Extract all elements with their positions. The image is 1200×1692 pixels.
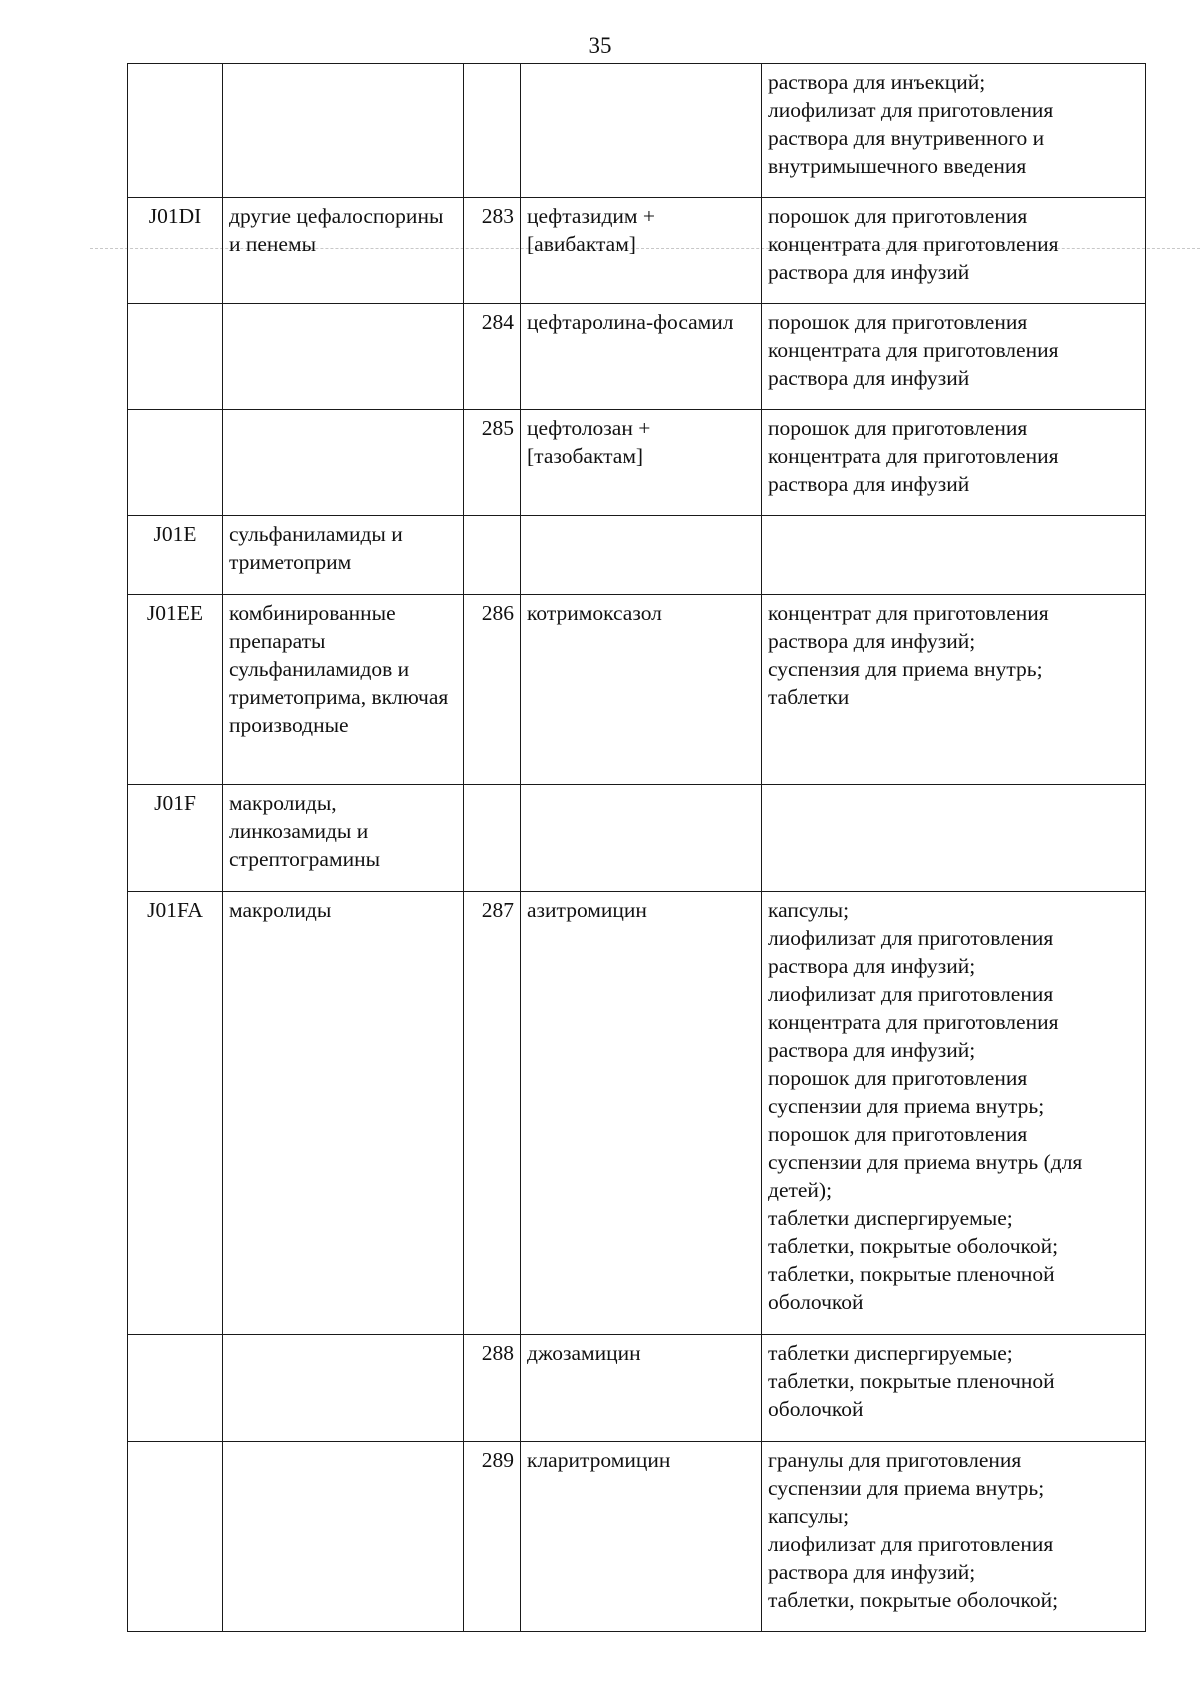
dosage-form-line: раствора для инфузий bbox=[768, 472, 970, 496]
drug-name-cell: котримоксазол bbox=[521, 595, 762, 785]
dosage-form-line: таблетки диспергируемые; bbox=[768, 1341, 1013, 1365]
drug-name-cell: цефтолозан + [тазобактам] bbox=[521, 410, 762, 516]
dosage-form-line: концентрата для приготовления bbox=[768, 1010, 1059, 1034]
page-number: 35 bbox=[588, 33, 612, 58]
group-name-cell: другие цефалоспорины и пенемы bbox=[223, 198, 464, 304]
dosage-form-line: раствора для инфузий; bbox=[768, 954, 976, 978]
dosage-forms-cell bbox=[762, 1335, 1146, 1442]
group-name-cell bbox=[223, 410, 464, 516]
item-number-cell bbox=[464, 516, 521, 595]
dosage-forms-cell bbox=[762, 410, 1146, 516]
atc-code-cell: J01E bbox=[128, 516, 223, 595]
dosage-form-line: раствора для инъекций; bbox=[768, 70, 986, 94]
atc-code-cell bbox=[128, 1442, 223, 1632]
dosage-forms-cell bbox=[762, 198, 1146, 304]
item-number-cell: 288 bbox=[464, 1335, 521, 1442]
dosage-form-line: оболочкой bbox=[768, 1397, 864, 1421]
group-name-cell: сульфаниламиды и триметоприм bbox=[223, 516, 464, 595]
dosage-forms-cell bbox=[762, 304, 1146, 410]
group-name-cell: макролиды, линкозамиды и стрептограмины bbox=[223, 785, 464, 892]
dosage-form-line: раствора для инфузий; bbox=[768, 1560, 976, 1584]
item-number-cell: 285 bbox=[464, 410, 521, 516]
drug-name-cell: цефтаролина-фосамил bbox=[521, 304, 762, 410]
dosage-form-line: раствора для инфузий bbox=[768, 260, 970, 284]
drug-name-cell: кларитромицин bbox=[521, 1442, 762, 1632]
dosage-form-line: порошок для приготовления bbox=[768, 416, 1028, 440]
table-row bbox=[128, 410, 1146, 516]
table-row bbox=[128, 198, 1146, 304]
dosage-form-line: таблетки диспергируемые; bbox=[768, 1206, 1013, 1230]
dosage-form-line: детей); bbox=[768, 1178, 833, 1202]
item-number-cell: 287 bbox=[464, 892, 521, 1335]
atc-code-cell bbox=[128, 410, 223, 516]
dosage-forms-cell bbox=[762, 785, 1146, 892]
item-number-cell: 283 bbox=[464, 198, 521, 304]
dosage-form-line: раствора для внутривенного и bbox=[768, 126, 1045, 150]
dosage-form-line: концентрат для приготовления bbox=[768, 601, 1049, 625]
dosage-forms-cell bbox=[762, 516, 1146, 595]
group-name-cell: комбинированные препараты сульфаниламидов и триметоприма, включая производные bbox=[223, 595, 464, 785]
dosage-form-line: лиофилизат для приготовления bbox=[768, 98, 1054, 122]
atc-code-cell bbox=[128, 304, 223, 410]
dosage-form-line: концентрата для приготовления bbox=[768, 338, 1059, 362]
drug-name-cell bbox=[521, 785, 762, 892]
drug-name-cell bbox=[521, 516, 762, 595]
dosage-form-line: лиофилизат для приготовления bbox=[768, 926, 1054, 950]
drug-table-body bbox=[128, 64, 1146, 1632]
atc-code-cell: J01DI bbox=[128, 198, 223, 304]
table-row bbox=[128, 304, 1146, 410]
dosage-form-line: порошок для приготовления bbox=[768, 1066, 1028, 1090]
table-row bbox=[128, 1335, 1146, 1442]
atc-code-cell bbox=[128, 1335, 223, 1442]
dosage-form-line: порошок для приготовления bbox=[768, 310, 1028, 334]
group-name-cell bbox=[223, 1335, 464, 1442]
dosage-form-line: таблетки, покрытые оболочкой; bbox=[768, 1234, 1059, 1258]
drug-name-cell: цефтазидим + [авибактам] bbox=[521, 198, 762, 304]
dosage-forms-cell bbox=[762, 64, 1146, 198]
dosage-form-line: порошок для приготовления bbox=[768, 1122, 1028, 1146]
group-name-cell bbox=[223, 64, 464, 198]
atc-code-cell: J01F bbox=[128, 785, 223, 892]
group-name-cell: макролиды bbox=[223, 892, 464, 1335]
dosage-forms-cell bbox=[762, 892, 1146, 1335]
item-number-cell: 284 bbox=[464, 304, 521, 410]
dosage-form-line: таблетки, покрытые пленочной bbox=[768, 1262, 1055, 1286]
dosage-form-line: таблетки bbox=[768, 685, 850, 709]
drug-name-cell bbox=[521, 64, 762, 198]
item-number-cell: 289 bbox=[464, 1442, 521, 1632]
table-row bbox=[128, 892, 1146, 1335]
table-row bbox=[128, 1442, 1146, 1632]
dosage-form-line: порошок для приготовления bbox=[768, 204, 1028, 228]
dosage-form-line: внутримышечного введения bbox=[768, 154, 1027, 178]
table-row bbox=[128, 595, 1146, 785]
drug-table bbox=[127, 63, 1146, 1632]
drug-name-cell: азитромицин bbox=[521, 892, 762, 1335]
dosage-form-line: таблетки, покрытые пленочной bbox=[768, 1369, 1055, 1393]
drug-name-cell: джозамицин bbox=[521, 1335, 762, 1442]
atc-code-cell bbox=[128, 64, 223, 198]
dosage-form-line: лиофилизат для приготовления bbox=[768, 1532, 1054, 1556]
dosage-form-line: раствора для инфузий bbox=[768, 366, 970, 390]
item-number-cell bbox=[464, 785, 521, 892]
dosage-form-line: капсулы; bbox=[768, 1504, 850, 1528]
group-name-cell bbox=[223, 304, 464, 410]
dosage-form-line: концентрата для приготовления bbox=[768, 232, 1059, 256]
dosage-form-line: концентрата для приготовления bbox=[768, 444, 1059, 468]
group-name-cell bbox=[223, 1442, 464, 1632]
table-row bbox=[128, 516, 1146, 595]
dosage-form-line: оболочкой bbox=[768, 1290, 864, 1314]
dosage-forms-cell bbox=[762, 1442, 1146, 1632]
dosage-form-line: лиофилизат для приготовления bbox=[768, 982, 1054, 1006]
dosage-form-line: суспензии для приема внутрь; bbox=[768, 1094, 1045, 1118]
item-number-cell bbox=[464, 64, 521, 198]
dosage-form-line: суспензии для приема внутрь; bbox=[768, 1476, 1045, 1500]
table-row bbox=[128, 785, 1146, 892]
dosage-form-line: таблетки, покрытые оболочкой; bbox=[768, 1588, 1059, 1612]
table-row bbox=[128, 64, 1146, 198]
dosage-form-line: суспензии для приема внутрь (для bbox=[768, 1150, 1083, 1174]
dosage-form-line: гранулы для приготовления bbox=[768, 1448, 1022, 1472]
item-number-cell: 286 bbox=[464, 595, 521, 785]
dosage-form-line: раствора для инфузий; bbox=[768, 1038, 976, 1062]
dosage-form-line: суспензия для приема внутрь; bbox=[768, 657, 1043, 681]
dosage-forms-cell bbox=[762, 595, 1146, 785]
dosage-form-line: капсулы; bbox=[768, 898, 850, 922]
atc-code-cell: J01FA bbox=[128, 892, 223, 1335]
atc-code-cell: J01EE bbox=[128, 595, 223, 785]
dosage-form-line: раствора для инфузий; bbox=[768, 629, 976, 653]
